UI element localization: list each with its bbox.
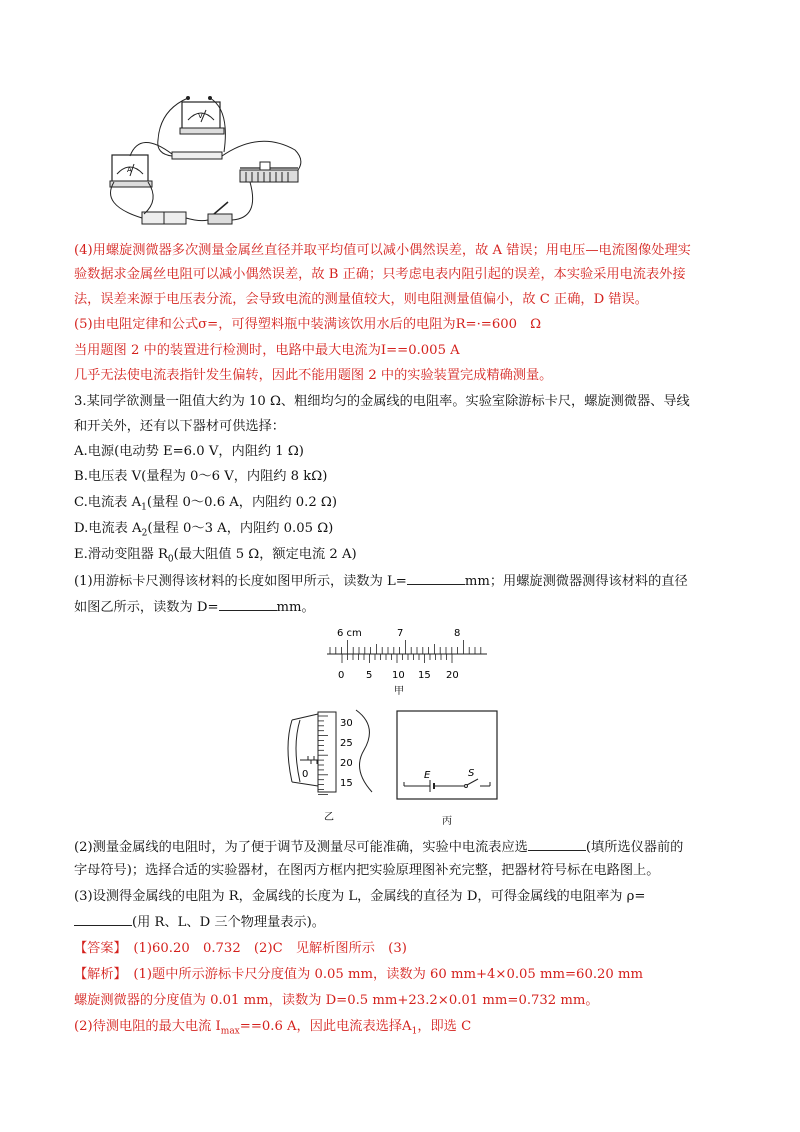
analysis-line3: (2)待测电阻的最大电流 $I_{max}==0.6$ A，因此电流表选择$A_1$，即选 C (74, 1019, 472, 1037)
option-d: D.电流表 $A_2$(量程 0～3 A，内阻约 0.05 Ω) (74, 521, 334, 539)
ammeter-icon (110, 155, 152, 187)
answer-blank-rho (74, 913, 132, 926)
rheostat-icon (240, 162, 298, 182)
micrometer-label-15: 15 (340, 778, 353, 789)
caliper-caption: 甲 (394, 686, 404, 697)
svg-text:A: A (127, 166, 132, 174)
micrometer-caption: 乙 (324, 812, 334, 823)
answer-blank-L (407, 572, 465, 585)
voltmeter-icon (180, 96, 224, 134)
option-e: E.滑动变阻器 $R_0$(最大阻值 5 Ω，额定电流 2 A) (74, 547, 357, 565)
answer-blank-ammeter (528, 838, 586, 851)
circuit-diagram-box (394, 708, 500, 828)
solution-p4-line3: 法，误差来源于电压表分流，会导致电流的测量值较大，则电阻测量值偏小，故 C 正确，D 错误。 (74, 292, 648, 307)
question3-part2-line1: (2)测量金属线的电阻时，为了便于调节及测量尽可能准确，实验中电流表应选 (填所选仪器前的 (74, 840, 684, 855)
vernier-label-10: 10 (392, 670, 405, 681)
caliper-label-8: 8 (454, 628, 461, 639)
question3-intro-line1: 3.某同学欲测量一阻值大约为 10 Ω、粗细均匀的金属线的电阻率。实验室除游标卡尺，螺旋测微器、导线 (74, 394, 690, 409)
circuit-label-S: S (468, 768, 475, 779)
caliper-label-6cm: 6 cm (337, 628, 362, 639)
circuit-caption: 丙 (442, 816, 452, 827)
question3-part1-line2: 如图乙所示，读数为 D= mm。 (74, 600, 315, 615)
question3-intro-line2: 和开关外，还有以下器材可供选择： (74, 419, 285, 434)
circuit-label-E: E (424, 770, 431, 781)
question3-part2-line2: 字母符号)；选择合适的实验器材，在图丙方框内把实验原理图补充完整，把器材符号标在电路图上。 (74, 863, 660, 878)
solution-p4-line2: 验数据求金属丝电阻可以减小偶然误差，故 B 正确；只考虑电表内阻引起的误差，本实验采用电流表外接 (74, 267, 686, 282)
answer-tag: 【答案】 (74, 941, 121, 956)
solution-p5-line2: 当用题图 2 中的装置进行检测时，电路中最大电流为I==0.005 A (74, 343, 460, 358)
question3-part3-line1: (3)设测得金属线的电阻为 R，金属线的长度为 L，金属线的直径为 D，可得金属线的电阻率为 ρ= (74, 889, 646, 904)
micrometer-label-25: 25 (340, 738, 353, 749)
vernier-label-5: 5 (366, 670, 373, 681)
option-a: A.电源(电动势 E=6.0 V，内阻约 1 Ω) (74, 444, 304, 459)
option-b: B.电压表 V(量程为 0～6 V，内阻约 8 kΩ) (74, 469, 328, 484)
micrometer-label-20: 20 (340, 758, 353, 769)
question3-part1-line1: (1)用游标卡尺测得该材料的长度如图甲所示，读数为 L= mm；用螺旋测微器测得该材料的直径 (74, 574, 688, 589)
resistor-icon (172, 152, 222, 159)
svg-text:V: V (198, 112, 203, 120)
vernier-label-0: 0 (338, 670, 345, 681)
solution-p5-line1: (5)由电阻定律和公式σ=，可得塑料瓶中装满该饮用水后的电阻为R=·=600 Ω (74, 317, 542, 332)
battery-icon (142, 212, 186, 224)
option-c: C.电流表 $A_1$(量程 0～0.6 A，内阻约 0.2 Ω) (74, 495, 337, 513)
analysis-line1: 【解析】 (1)题中所示游标卡尺分度值为 0.05 mm，读数为 60 mm+4×0.05 mm=60.20 mm (74, 967, 644, 982)
analysis-tag: 【解析】 (74, 967, 121, 982)
vernier-label-20: 20 (446, 670, 459, 681)
micrometer-label-30: 30 (340, 718, 353, 729)
answer-line (74, 940, 407, 958)
micrometer-figure (282, 706, 386, 826)
analysis-line2: 螺旋测微器的分度值为 0.01 mm，读数为 D=0.5 mm+23.2×0.01 mm=0.732 mm。 (74, 993, 599, 1008)
micrometer-zero-label: 0 (302, 769, 309, 780)
switch-icon (208, 202, 232, 224)
circuit-apparatus-illustration (100, 90, 310, 235)
answer-blank-D (219, 598, 277, 611)
solution-p4-line1: (4)用螺旋测微器多次测量金属丝直径并取平均值可以减小偶然误差，故 A 错误；用电压—电流图像处理实 (74, 243, 691, 258)
vernier-caliper-figure (322, 622, 492, 700)
question3-part3-line2: (用 R、L、D 三个物理量表示)。 (74, 913, 325, 932)
vernier-label-15: 15 (418, 670, 431, 681)
caliper-label-7: 7 (397, 628, 404, 639)
solution-p5-line3: 几乎无法使电流表指针发生偏转，因此不能用题图 2 中的实验装置完成精确测量。 (74, 368, 553, 383)
answer-text: (1)60.20 0.732 (2)C 见解析图所示 (3) (133, 941, 407, 956)
